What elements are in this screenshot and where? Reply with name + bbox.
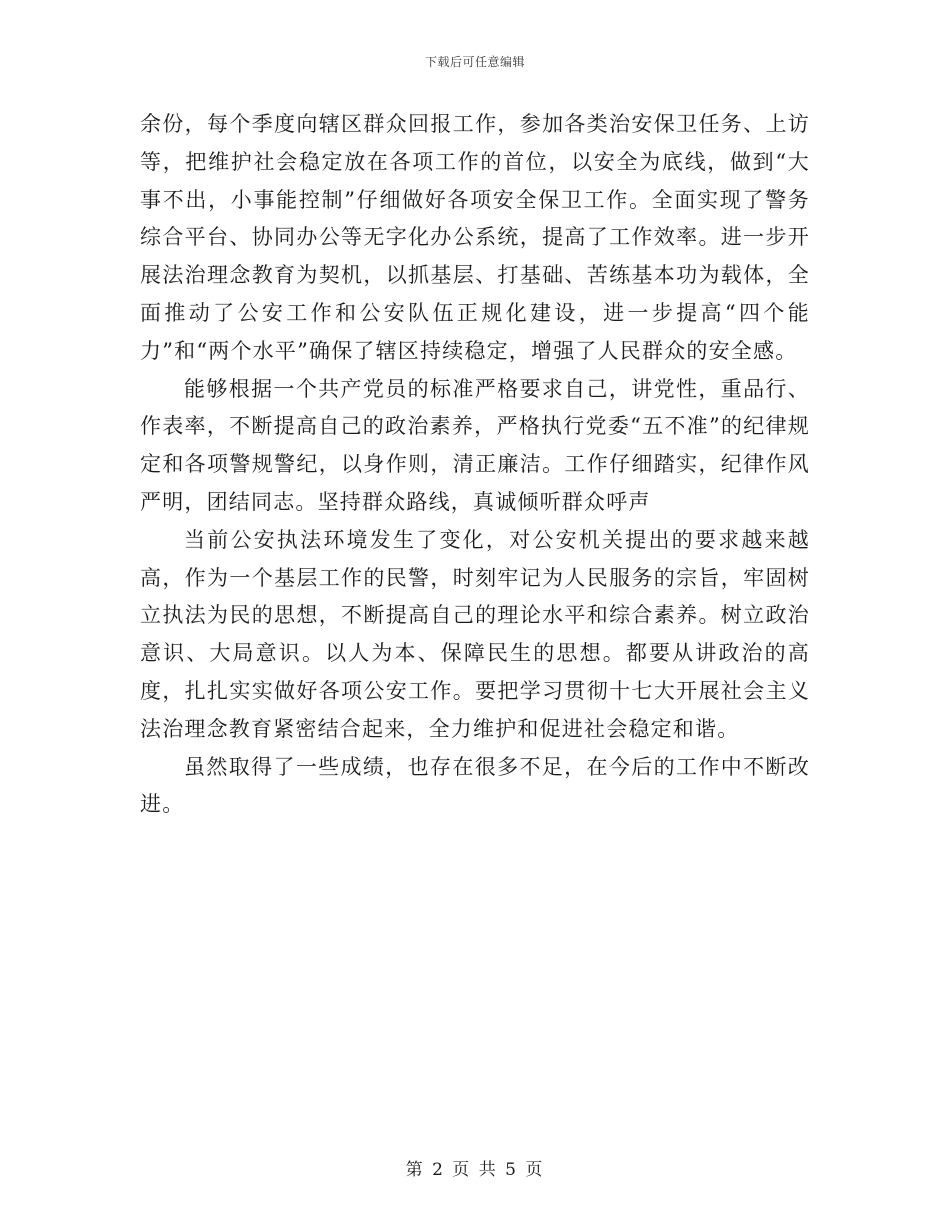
- document-body: [140, 106, 810, 824]
- paragraph-law-enforcement: 当前公安执法环境发生了变化，对公安机关提出的要求越来越高，作为一个基层工作的民警，时刻牢记为人民服务的宗旨，牢固树立执法为民的思想，不断提高自己的理论水平和综合素养。树立政治意识、大局意识。以人为本、保障民生的思想。都要从讲政治的高度，扎扎实实做好各项公安工作。要把学习贯彻十七大开展社会主义法治理念教育紧密结合起来，全力维护和促进社会稳定和谐。: [140, 527, 810, 741]
- page-footer-page-number: 第 2 页 共 5 页: [405, 1160, 545, 1180]
- paragraph-party-member: 能够根据一个共产党员的标准严格要求自己，讲党性，重品行、作表率，不断提高自己的政治素养，严格执行党委“五不准”的纪律规定和各项警规警纪，以身作则，清正廉洁。工作仔细踏实，纪律作风严明，团结同志。坚持群众路线，真诚倾听群众呼声: [140, 376, 810, 514]
- paragraph-conclusion: 虽然取得了一些成绩，也存在很多不足，在今后的工作中不断改进。: [140, 754, 810, 817]
- paragraph-continuation: 余份，每个季度向辖区群众回报工作，参加各类治安保卫任务、上访等，把维护社会稳定放在各项工作的首位，以安全为底线，做到“大事不出，小事能控制”仔细做好各项安全保卫工作。全面实现了警务综合平台、协同办公等无字化办公系统，提高了工作效率。进一步开展法治理念教育为契机，以抓基层、打基础、苦练基本功为载体，全面推动了公安工作和公安队伍正规化建设，进一步提高“四个能力”和“两个水平”确保了辖区持续稳定，增强了人民群众的安全感。: [140, 112, 810, 363]
- page-header: 下载后可任意编辑: [424, 55, 525, 69]
